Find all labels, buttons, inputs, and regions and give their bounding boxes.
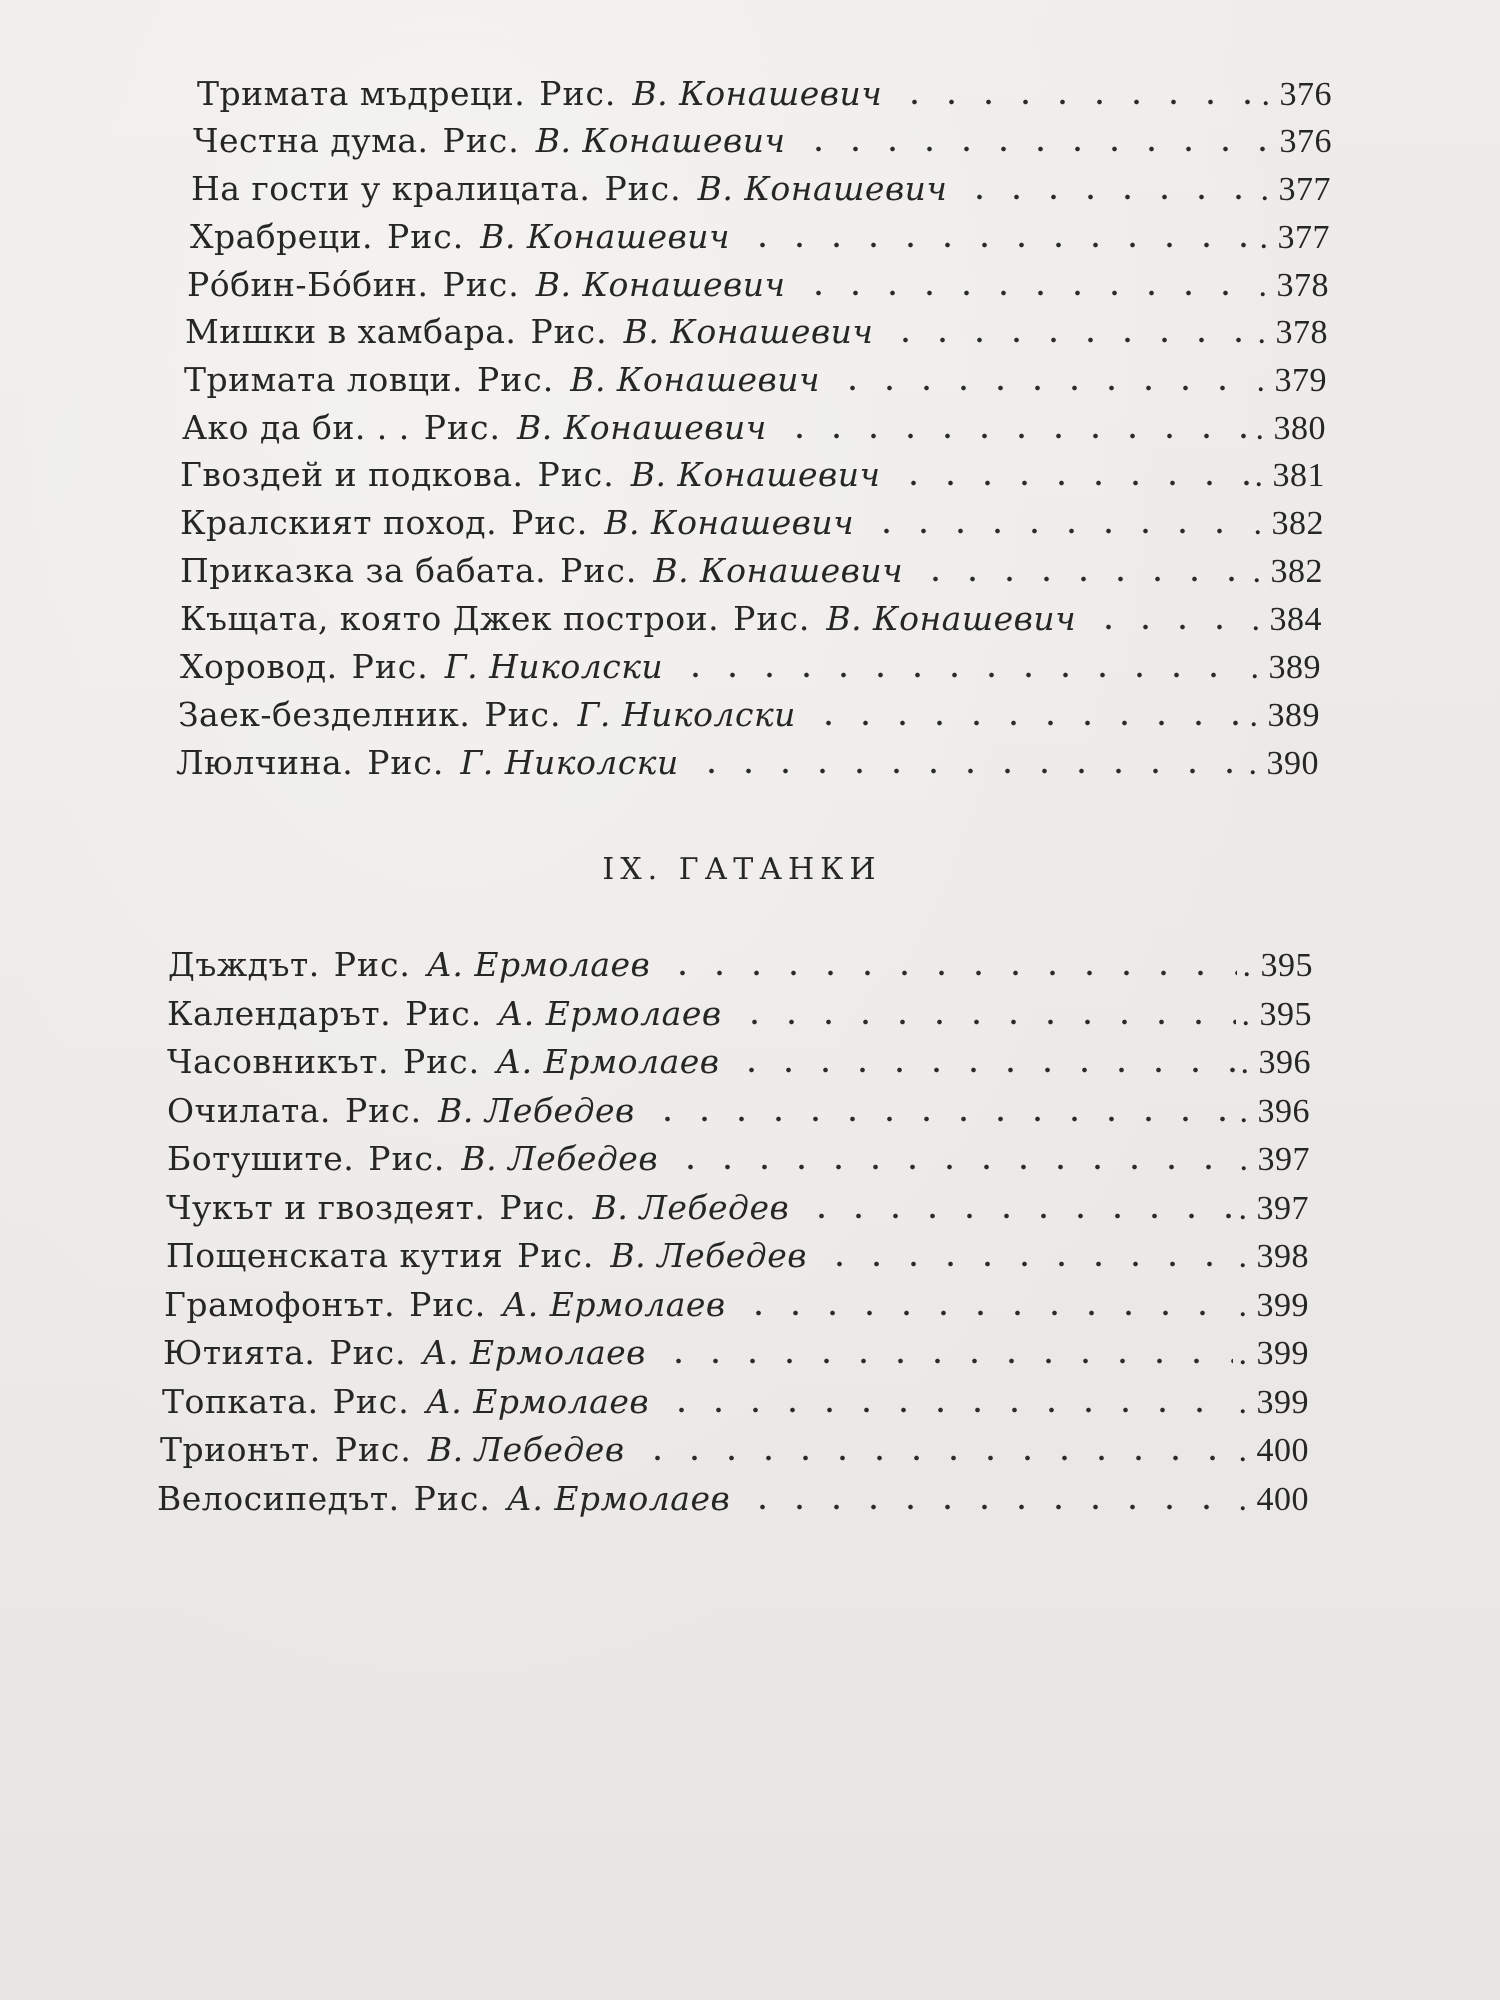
entry-page-number: 376 — [1279, 123, 1332, 160]
entry-title: Ро́бин-Бо́бин. — [187, 265, 429, 304]
toc-entry — [163, 1329, 1309, 1377]
toc-entry — [176, 739, 1319, 787]
dot-leader — [800, 288, 1253, 298]
entry-illustration-label: Рис. — [733, 599, 811, 638]
entry-illustration-label: Рис. — [539, 74, 617, 113]
toc-entry — [185, 308, 1328, 356]
dot-leader — [736, 1017, 1236, 1027]
entry-artist: В. Лебедев — [461, 1139, 659, 1178]
toc-entry — [184, 356, 1327, 404]
entry-illustration-label: Рис. — [332, 1382, 410, 1421]
entry-artist: В. Конашевич — [535, 121, 786, 160]
entry-illustration-label: Рис. — [442, 265, 520, 304]
dot-leader — [887, 335, 1251, 345]
toc-entry — [180, 499, 1324, 547]
entry-title: Грамофонът. — [164, 1285, 396, 1324]
toc-entry — [187, 261, 1329, 309]
dot-leader — [740, 1308, 1233, 1318]
entry-artist: А. Ермолаев — [506, 1479, 731, 1518]
entry-artist: В. Конашевич — [480, 217, 731, 256]
entry-page-number: . 382 — [1253, 505, 1324, 542]
entry-title: Хоровод. — [180, 647, 338, 686]
entry-artist: В. Конашевич — [630, 455, 881, 494]
entry-page-number: . 380 — [1255, 410, 1326, 447]
entry-illustration-label: Рис. — [405, 994, 483, 1033]
entry-page-number: . 396 — [1239, 1093, 1310, 1130]
entry-artist: А. Ермолаев — [496, 1042, 720, 1081]
dot-leader — [744, 240, 1253, 250]
section-heading: IX. ГАТАНКИ — [602, 852, 882, 887]
dot-leader — [663, 1405, 1232, 1415]
entry-illustration-label: Рис. — [442, 121, 520, 160]
dot-leader — [810, 718, 1244, 728]
entry-title: Трионът. — [160, 1430, 321, 1469]
entry-artist: Г. Николски — [577, 695, 796, 734]
entry-artist: А. Ермолаев — [426, 945, 651, 984]
entry-page-number: . 381 — [1254, 457, 1325, 494]
entry-artist: В. Конашевич — [535, 265, 786, 304]
entry-artist: Г. Николски — [444, 647, 664, 686]
entry-title: Ако да би. . . — [182, 408, 410, 447]
entry-illustration-label: Рис. — [367, 743, 445, 782]
toc-entry — [167, 1038, 1311, 1086]
entry-page-number: . 389 — [1249, 697, 1320, 734]
entry-illustration-label: Рис. — [402, 1042, 481, 1081]
toc-entry — [157, 1475, 1309, 1523]
toc-entry — [160, 1426, 1309, 1474]
entry-artist: В. Конашевич — [632, 74, 883, 113]
entry-title: Честна дума. — [193, 121, 429, 160]
entry-illustration-label: Рис. — [560, 551, 638, 590]
entry-artist: А. Ермолаев — [502, 1285, 726, 1324]
entry-page-number: . 398 — [1238, 1238, 1309, 1275]
dot-leader — [744, 1502, 1232, 1512]
toc-entry — [167, 1087, 1310, 1135]
toc-entry — [167, 1135, 1310, 1183]
entry-page-number: . 399 — [1238, 1384, 1309, 1421]
toc-entry — [191, 165, 1331, 213]
entry-artist: В. Конашевич — [604, 503, 855, 542]
dot-leader — [693, 766, 1243, 776]
dot-leader — [664, 968, 1236, 978]
entry-illustration-label: Рис. — [499, 1188, 577, 1227]
entry-page-number: . 379 — [1256, 362, 1327, 399]
entry-artist: В. Конашевич — [826, 599, 1077, 638]
entry-artist: В. Конашевич — [653, 551, 904, 590]
dot-leader — [677, 670, 1244, 680]
entry-title: На гости у кралицата. — [191, 169, 591, 208]
entry-illustration-label: Рис. — [334, 1430, 412, 1469]
entry-artist: В. Конашевич — [623, 312, 874, 351]
entry-title: Чукът и гвоздеят. — [166, 1188, 486, 1227]
entry-title: Приказка за бабата. — [180, 551, 547, 590]
entry-page-number: . 395 — [1241, 996, 1312, 1033]
entry-illustration-label: Рис. — [517, 1236, 595, 1275]
entry-page-number: . 377 — [1260, 171, 1331, 208]
entry-page-number: . 382 — [1252, 553, 1323, 590]
entry-title: Мишки в хамбара. — [185, 312, 517, 351]
entry-title: Пощенската кутия — [166, 1236, 504, 1275]
entry-title: Люлчина. — [176, 743, 354, 782]
entry-illustration-label: Рис. — [530, 312, 608, 351]
entry-illustration-label: Рис. — [511, 503, 589, 542]
entry-title: Дъждът. — [168, 945, 320, 984]
entry-title: Тримата мъдреци. — [197, 74, 526, 113]
toc-entry — [164, 1281, 1309, 1329]
entry-title: Гвоздей и подкова. — [180, 455, 524, 494]
toc-entry — [197, 70, 1332, 118]
entry-illustration-label: Рис. — [368, 1139, 446, 1178]
entry-artist: А. Ермолаев — [498, 994, 722, 1033]
dot-leader — [803, 1211, 1232, 1221]
entry-title: Заек-безделник. — [178, 695, 471, 734]
entry-page-number: . 377 — [1259, 219, 1330, 256]
dot-leader — [781, 431, 1250, 441]
toc-entry — [180, 451, 1325, 499]
toc-entry — [193, 117, 1332, 165]
entry-page-number: . 378 — [1258, 267, 1329, 304]
entry-page-number: . 399 — [1238, 1287, 1309, 1324]
entry-title: Часовникът. — [167, 1042, 389, 1081]
entry-title: Очилата. — [167, 1091, 331, 1130]
toc-entry — [166, 1184, 1309, 1232]
entry-artist: А. Ермолаев — [422, 1333, 646, 1372]
entry-illustration-label: Рис. — [477, 360, 555, 399]
entry-illustration-label: Рис. — [344, 1091, 423, 1130]
entry-illustration-label: Рис. — [537, 455, 615, 494]
entry-artist: В. Конашевич — [697, 169, 948, 208]
dot-leader — [649, 1114, 1234, 1124]
entry-page-number: . 384 — [1251, 601, 1322, 638]
toc-entry — [166, 1232, 1309, 1280]
entry-artist: Г. Николски — [460, 743, 679, 782]
toc-entry — [180, 643, 1321, 691]
entry-illustration-label: Рис. — [409, 1285, 487, 1324]
dot-leader — [733, 1065, 1234, 1075]
entry-page-number: . 390 — [1248, 745, 1319, 782]
entry-illustration-label: Рис. — [484, 695, 562, 734]
entry-artist: В. Конашевич — [516, 408, 767, 447]
dot-leader — [961, 192, 1254, 202]
dot-leader — [639, 1453, 1233, 1463]
toc-entry — [180, 595, 1322, 643]
entry-illustration-label: Рис. — [423, 408, 501, 447]
entry-title: Къщата, която Джек построи. — [180, 599, 720, 638]
entry-page-number: . 400 — [1238, 1432, 1309, 1469]
entry-illustration-label: Рис. — [387, 217, 465, 256]
entry-illustration-label: Рис. — [333, 945, 411, 984]
dot-leader — [1090, 622, 1245, 632]
entry-page-number: . 378 — [1257, 314, 1328, 351]
toc-entry — [178, 691, 1320, 739]
dot-leader — [800, 144, 1274, 154]
toc-entry — [190, 213, 1330, 261]
toc-entry — [167, 990, 1312, 1038]
entry-title: Кралският поход. — [180, 503, 498, 542]
dot-leader — [660, 1356, 1233, 1366]
dot-leader — [821, 1259, 1233, 1269]
entry-artist: В. Лебедев — [427, 1430, 625, 1469]
dot-leader — [896, 97, 1255, 107]
toc-entry — [180, 547, 1323, 595]
entry-title: Тримата ловци. — [184, 360, 464, 399]
entry-illustration-label: Рис. — [351, 647, 429, 686]
entry-page-number: . 376 — [1261, 76, 1332, 113]
entry-artist: А. Ермолаев — [425, 1382, 650, 1421]
entry-page-number: . 389 — [1250, 649, 1321, 686]
entry-title: Календарът. — [167, 994, 392, 1033]
entry-artist: В. Конашевич — [570, 360, 821, 399]
dot-leader — [672, 1162, 1233, 1172]
dot-leader — [917, 574, 1246, 584]
entry-title: Ютията. — [163, 1333, 316, 1372]
entry-illustration-label: Рис. — [604, 169, 682, 208]
toc-entry — [182, 404, 1326, 452]
entry-artist: В. Лебедев — [610, 1236, 807, 1275]
entry-illustration-label: Рис. — [413, 1479, 491, 1518]
entry-page-number: . 395 — [1242, 947, 1313, 984]
entry-page-number: . 397 — [1238, 1190, 1309, 1227]
toc-entry — [162, 1378, 1309, 1426]
entry-illustration-label: Рис. — [329, 1333, 407, 1372]
entry-page-number: . 399 — [1238, 1335, 1309, 1372]
entry-page-number: . 400 — [1238, 1481, 1309, 1518]
toc-entry — [168, 941, 1313, 989]
entry-title: Велосипедът. — [157, 1479, 400, 1518]
entry-artist: В. Лебедев — [438, 1091, 635, 1130]
entry-page-number: . 397 — [1239, 1141, 1310, 1178]
dot-leader — [895, 478, 1249, 488]
dot-leader — [868, 526, 1247, 536]
dot-leader — [834, 383, 1250, 393]
entry-title: Храбреци. — [190, 217, 374, 256]
entry-title: Топката. — [162, 1382, 319, 1421]
entry-page-number: . 396 — [1240, 1044, 1311, 1081]
entry-artist: В. Лебедев — [592, 1188, 790, 1227]
entry-title: Ботушите. — [167, 1139, 355, 1178]
